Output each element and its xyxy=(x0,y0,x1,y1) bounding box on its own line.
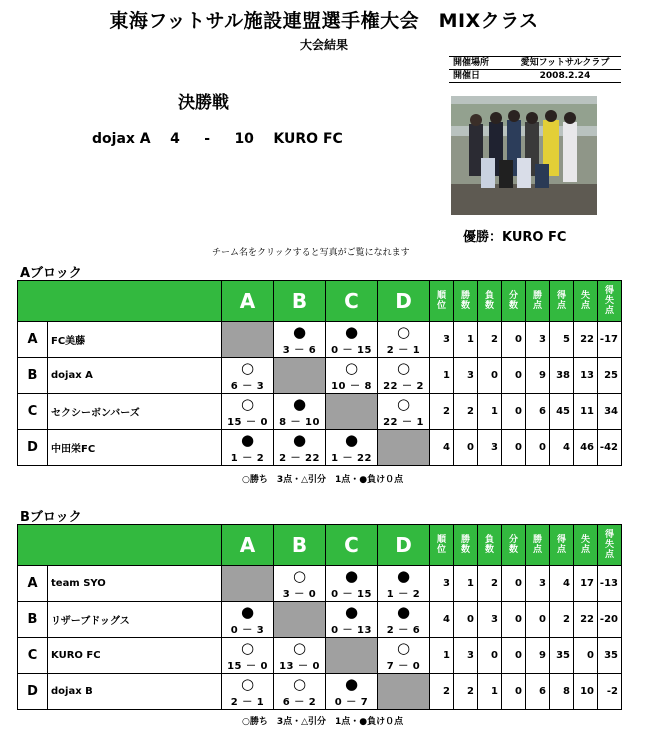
match-result-cell xyxy=(378,566,430,602)
stat-value: 45 xyxy=(550,394,574,430)
block-b-table xyxy=(17,524,622,710)
match-result-cell xyxy=(222,602,274,638)
win-mark-icon: ○ xyxy=(240,639,255,657)
loss-mark-icon: ● xyxy=(292,323,307,341)
win-mark-icon: ○ xyxy=(292,567,307,585)
champion-label: 優勝：KURO FC xyxy=(463,230,567,245)
match-result-cell xyxy=(222,674,274,710)
match-score: 22 － 1 xyxy=(383,417,424,428)
match-score: 2 － 1 xyxy=(386,345,421,356)
stat-value: 3 xyxy=(526,566,550,602)
self-match-cell xyxy=(222,566,274,602)
stat-value: 35 xyxy=(598,638,622,674)
match-score: 0 － 15 xyxy=(331,345,372,356)
stat-header: 分 数 xyxy=(502,525,526,566)
stat-value: 2 xyxy=(454,674,478,710)
photo-hint: チーム名をクリックすると写真がご覧になれます xyxy=(212,248,410,258)
stat-value: 3 xyxy=(526,322,550,358)
match-score: 22 － 2 xyxy=(383,381,424,392)
match-result-cell xyxy=(326,358,378,394)
final-team2: KURO FC xyxy=(273,131,343,147)
stat-value: 11 xyxy=(574,394,598,430)
stat-value: 25 xyxy=(598,358,622,394)
team-name-link[interactable]: KURO FC xyxy=(48,638,222,674)
match-result-cell xyxy=(274,430,326,466)
stat-value: 0 xyxy=(502,394,526,430)
match-score: 15 － 0 xyxy=(227,661,268,672)
stat-header: 順 位 xyxy=(430,281,454,322)
stat-header: 得 失 点 xyxy=(598,281,622,322)
final-dash: - xyxy=(204,131,211,147)
match-score: 2 － 22 xyxy=(279,453,320,464)
stat-value: 46 xyxy=(574,430,598,466)
match-score: 3 － 0 xyxy=(282,589,317,600)
stat-value: 1 xyxy=(430,358,454,394)
stat-header: 失 点 xyxy=(574,525,598,566)
table-row xyxy=(18,602,622,638)
table-row xyxy=(18,358,622,394)
stat-value: 2 xyxy=(430,674,454,710)
stat-value: 2 xyxy=(550,602,574,638)
self-match-cell xyxy=(326,638,378,674)
match-score: 15 － 0 xyxy=(227,417,268,428)
match-score: 2 － 6 xyxy=(386,625,421,636)
stat-value: 0 xyxy=(502,602,526,638)
col-header: C xyxy=(326,281,378,322)
stat-value: 0 xyxy=(454,602,478,638)
stat-value: -42 xyxy=(598,430,622,466)
match-result-cell xyxy=(274,394,326,430)
stat-value: 34 xyxy=(598,394,622,430)
stat-value: 0 xyxy=(526,430,550,466)
match-result-cell xyxy=(274,566,326,602)
row-label: D xyxy=(18,674,48,710)
col-header: A xyxy=(222,525,274,566)
stat-value: 6 xyxy=(526,674,550,710)
stat-value: 1 xyxy=(478,394,502,430)
match-result-cell xyxy=(378,394,430,430)
stat-value: 9 xyxy=(526,358,550,394)
col-header: C xyxy=(326,525,378,566)
team-name-link[interactable]: team SYO xyxy=(48,566,222,602)
team-name-link[interactable]: リザーブドッグス xyxy=(48,602,222,638)
loss-mark-icon: ● xyxy=(344,431,359,449)
row-label: B xyxy=(18,358,48,394)
stat-header: 勝 点 xyxy=(526,281,550,322)
date-value: 2008.2.24 xyxy=(509,70,621,83)
stat-value: 38 xyxy=(550,358,574,394)
table-row xyxy=(18,394,622,430)
stat-header: 勝 点 xyxy=(526,525,550,566)
stat-value: 22 xyxy=(574,602,598,638)
loss-mark-icon: ● xyxy=(344,567,359,585)
row-label: C xyxy=(18,638,48,674)
loss-mark-icon: ● xyxy=(396,567,411,585)
loss-mark-icon: ● xyxy=(344,675,359,693)
loss-mark-icon: ● xyxy=(396,603,411,621)
stat-value: 10 xyxy=(574,674,598,710)
match-result-cell xyxy=(222,394,274,430)
block-a-title: Aブロック xyxy=(20,266,82,281)
stat-value: 0 xyxy=(574,638,598,674)
stat-value: 5 xyxy=(550,322,574,358)
match-result-cell xyxy=(378,358,430,394)
stat-value: 2 xyxy=(478,566,502,602)
row-label: D xyxy=(18,430,48,466)
stat-value: 8 xyxy=(550,674,574,710)
stat-header: 負 数 xyxy=(478,525,502,566)
match-score: 1 － 22 xyxy=(331,453,372,464)
match-score: 8 － 10 xyxy=(279,417,320,428)
stat-value: 2 xyxy=(454,394,478,430)
stat-header: 得 点 xyxy=(550,281,574,322)
win-mark-icon: ○ xyxy=(240,395,255,413)
stat-value: -2 xyxy=(598,674,622,710)
stat-header: 勝 数 xyxy=(454,525,478,566)
stat-value: 3 xyxy=(430,322,454,358)
match-result-cell xyxy=(274,322,326,358)
row-label: A xyxy=(18,322,48,358)
match-score: 0 － 15 xyxy=(331,589,372,600)
stat-value: -17 xyxy=(598,322,622,358)
stat-header: 分 数 xyxy=(502,281,526,322)
win-mark-icon: ○ xyxy=(240,359,255,377)
win-mark-icon: ○ xyxy=(396,359,411,377)
loss-mark-icon: ● xyxy=(240,603,255,621)
match-result-cell xyxy=(378,638,430,674)
stat-value: 0 xyxy=(502,358,526,394)
table-row xyxy=(18,566,622,602)
match-result-cell xyxy=(326,674,378,710)
match-score: 3 － 6 xyxy=(282,345,317,356)
match-result-cell xyxy=(326,430,378,466)
match-result-cell xyxy=(326,322,378,358)
stat-value: 0 xyxy=(502,674,526,710)
row-label: B xyxy=(18,602,48,638)
win-mark-icon: ○ xyxy=(240,675,255,693)
stat-value: 0 xyxy=(526,602,550,638)
stat-value: 0 xyxy=(454,430,478,466)
team-photo xyxy=(451,96,597,215)
match-result-cell xyxy=(222,638,274,674)
table-row xyxy=(18,430,622,466)
match-score: 2 － 1 xyxy=(230,697,265,708)
date-label: 開催日 xyxy=(449,70,509,83)
self-match-cell xyxy=(274,358,326,394)
stat-value: 35 xyxy=(550,638,574,674)
stat-value: 22 xyxy=(574,322,598,358)
stat-value: -20 xyxy=(598,602,622,638)
block-a-table xyxy=(17,280,622,466)
final-match-result xyxy=(92,131,343,147)
stat-value: 1 xyxy=(454,566,478,602)
team-name-link[interactable]: dojax A xyxy=(48,358,222,394)
loss-mark-icon: ● xyxy=(292,395,307,413)
stat-header: 得 点 xyxy=(550,525,574,566)
team-name-link[interactable]: 中田栄FC xyxy=(48,430,222,466)
stat-value: 1 xyxy=(454,322,478,358)
stat-value: 4 xyxy=(550,566,574,602)
col-header: B xyxy=(274,281,326,322)
page-title: 東海フットサル施設連盟選手権大会 MIXクラス xyxy=(109,10,539,32)
stat-value: 1 xyxy=(478,674,502,710)
stat-value: 6 xyxy=(526,394,550,430)
self-match-cell xyxy=(378,430,430,466)
col-header: A xyxy=(222,281,274,322)
win-mark-icon: ○ xyxy=(292,639,307,657)
win-mark-icon: ○ xyxy=(396,395,411,413)
stat-value: 4 xyxy=(430,602,454,638)
win-mark-icon: ○ xyxy=(396,323,411,341)
match-result-cell xyxy=(222,430,274,466)
stat-value: 0 xyxy=(502,566,526,602)
stat-value: 4 xyxy=(430,430,454,466)
stat-value: 0 xyxy=(502,322,526,358)
team-name-link[interactable]: セクシーボンバーズ xyxy=(48,394,222,430)
final-match-label: 決勝戦 xyxy=(178,93,229,113)
col-header: D xyxy=(378,281,430,322)
final-score2: 10 xyxy=(234,131,254,147)
match-score: 6 － 2 xyxy=(282,697,317,708)
self-match-cell xyxy=(274,602,326,638)
stat-value: 9 xyxy=(526,638,550,674)
team-name-link[interactable]: dojax B xyxy=(48,674,222,710)
match-result-cell xyxy=(274,638,326,674)
match-result-cell xyxy=(326,602,378,638)
stat-value: 0 xyxy=(502,430,526,466)
stat-value: 0 xyxy=(478,358,502,394)
venue-value: 愛知フットサルクラブ xyxy=(509,57,621,70)
self-match-cell xyxy=(222,322,274,358)
stat-value: -13 xyxy=(598,566,622,602)
loss-mark-icon: ● xyxy=(344,323,359,341)
table-row xyxy=(18,638,622,674)
stat-value: 2 xyxy=(430,394,454,430)
header-blank xyxy=(18,525,222,566)
stat-header: 負 数 xyxy=(478,281,502,322)
col-header: B xyxy=(274,525,326,566)
table-header-row xyxy=(18,281,622,322)
self-match-cell xyxy=(326,394,378,430)
stat-value: 0 xyxy=(502,638,526,674)
header-blank xyxy=(18,281,222,322)
self-match-cell xyxy=(378,674,430,710)
table-row xyxy=(18,674,622,710)
table-header-row xyxy=(18,525,622,566)
stat-value: 3 xyxy=(478,602,502,638)
loss-mark-icon: ● xyxy=(240,431,255,449)
stat-value: 3 xyxy=(454,358,478,394)
loss-mark-icon: ● xyxy=(292,431,307,449)
stat-value: 4 xyxy=(550,430,574,466)
page-subtitle: 大会結果 xyxy=(299,38,348,52)
block-b-title: Bブロック xyxy=(20,510,82,525)
stat-header: 得 失 点 xyxy=(598,525,622,566)
venue-label: 開催場所 xyxy=(449,57,509,70)
stat-value: 0 xyxy=(478,638,502,674)
match-result-cell xyxy=(326,566,378,602)
match-score: 7 － 0 xyxy=(386,661,421,672)
stat-value: 3 xyxy=(430,566,454,602)
stat-header: 順 位 xyxy=(430,525,454,566)
final-team1: dojax A xyxy=(92,131,151,147)
stat-value: 3 xyxy=(454,638,478,674)
match-score: 1 － 2 xyxy=(230,453,265,464)
match-score: 6 － 3 xyxy=(230,381,265,392)
stat-value: 13 xyxy=(574,358,598,394)
win-mark-icon: ○ xyxy=(396,639,411,657)
match-score: 1 － 2 xyxy=(386,589,421,600)
event-info-table xyxy=(449,56,621,83)
stat-value: 1 xyxy=(430,638,454,674)
match-result-cell xyxy=(378,322,430,358)
match-result-cell xyxy=(378,602,430,638)
col-header: D xyxy=(378,525,430,566)
stat-value: 2 xyxy=(478,322,502,358)
row-label: C xyxy=(18,394,48,430)
win-mark-icon: ○ xyxy=(344,359,359,377)
match-score: 0 － 3 xyxy=(230,625,265,636)
table-row xyxy=(18,322,622,358)
row-label: A xyxy=(18,566,48,602)
block-b-legend: ○勝ち 3点・△引分 1点・●負け０点 xyxy=(242,717,404,727)
stat-value: 3 xyxy=(478,430,502,466)
stat-header: 勝 数 xyxy=(454,281,478,322)
match-score: 0 － 7 xyxy=(334,697,369,708)
final-score1: 4 xyxy=(170,131,180,147)
match-score: 0 － 13 xyxy=(331,625,372,636)
match-result-cell xyxy=(274,674,326,710)
stat-value: 17 xyxy=(574,566,598,602)
loss-mark-icon: ● xyxy=(344,603,359,621)
team-name-link[interactable]: FC美藤 xyxy=(48,322,222,358)
match-score: 13 － 0 xyxy=(279,661,320,672)
block-a-legend: ○勝ち 3点・△引分 1点・●負け０点 xyxy=(242,475,404,485)
stat-header: 失 点 xyxy=(574,281,598,322)
win-mark-icon: ○ xyxy=(292,675,307,693)
match-result-cell xyxy=(222,358,274,394)
match-score: 10 － 8 xyxy=(331,381,372,392)
